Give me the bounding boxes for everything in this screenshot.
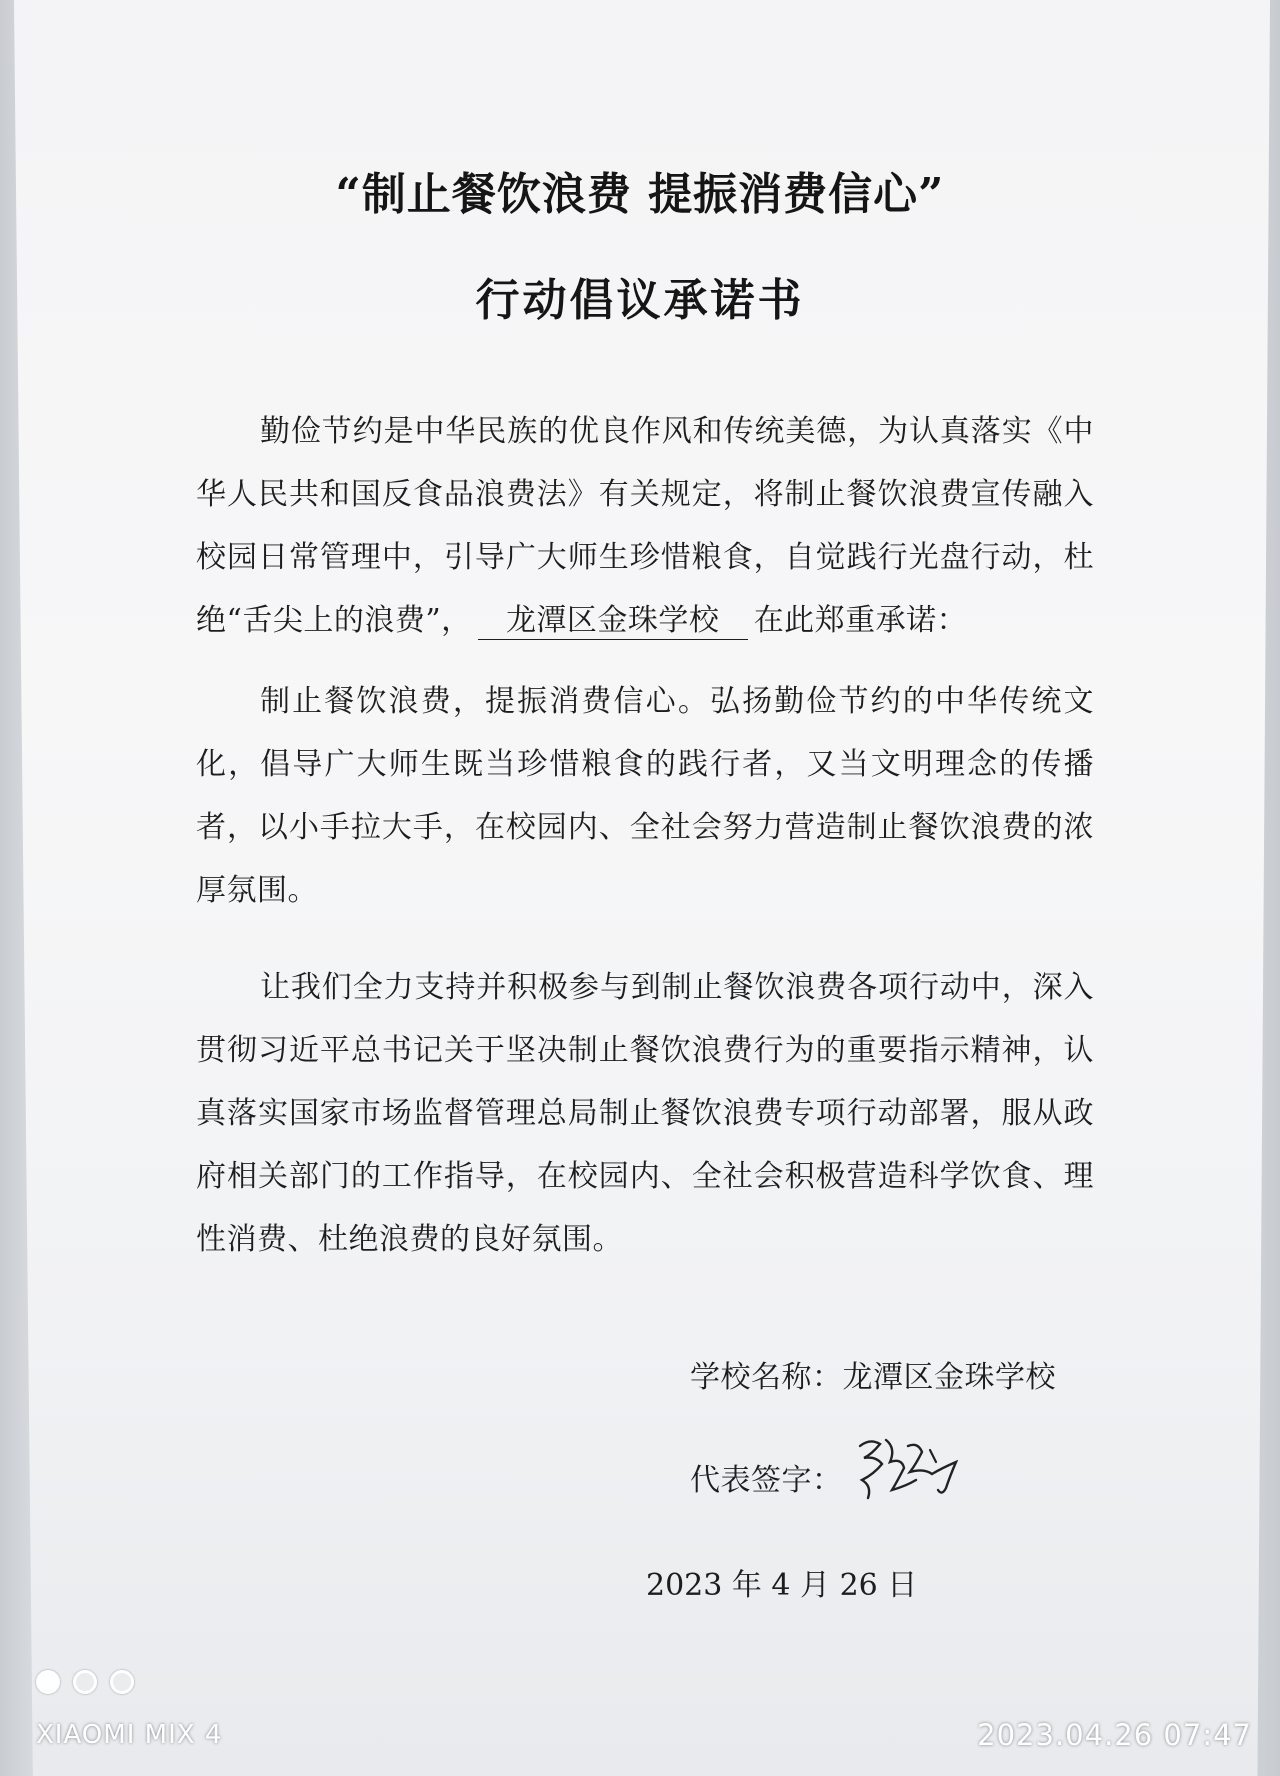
title-line-1: “制止餐饮浪费 提振消费信心” bbox=[335, 169, 945, 220]
signature-label: 代表签字： bbox=[690, 1463, 843, 1498]
camera-datetime-watermark: 2023.04.26 07:47 bbox=[977, 1718, 1252, 1752]
watermark-dot-filled-icon bbox=[36, 1670, 60, 1694]
watermark-dot-outline-icon bbox=[110, 1670, 134, 1694]
title-line-2: 行动倡议承诺书 bbox=[475, 275, 805, 326]
school-fill-in: 龙潭区金珠学校 bbox=[478, 603, 748, 640]
camera-model-watermark: XIAOMI MIX 4 bbox=[36, 1720, 223, 1750]
handwritten-signature bbox=[846, 1428, 976, 1512]
intro-ending: 在此郑重承诺： bbox=[753, 603, 968, 638]
school-name-line bbox=[690, 1352, 1056, 1396]
paragraph-pledge-2: 让我们全力支持并积极参与到制止餐饮浪费各项行动中，深入贯彻习近平总书记关于坚决制止餐饮浪费行为的重要指示精神，认真落实国家市场监督管理总局制止餐饮浪费专项行动部署，服从政府相关部门的工作指导，在校园内、全社会积极营造科学饮食、理性消费、杜绝浪费的良好氛围。 bbox=[196, 970, 1094, 1257]
paragraph-pledge-1: 制止餐饮浪费，提振消费信心。弘扬勤俭节约的中华传统文化，倡导广大师生既当珍惜粮食的践行者，又当文明理念的传播者，以小手拉大手，在校园内、全社会努力营造制止餐饮浪费的浓厚氛围。 bbox=[196, 684, 1094, 908]
school-label: 学校名称： bbox=[690, 1360, 843, 1395]
pledge-date: 2023 年 4 月 26 日 bbox=[646, 1568, 918, 1603]
camera-watermark-dots bbox=[36, 1670, 134, 1694]
paragraph-intro bbox=[196, 400, 1094, 652]
signature-line bbox=[690, 1455, 843, 1499]
school-name: 龙潭区金珠学校 bbox=[842, 1360, 1056, 1395]
intro-text: 勤俭节约是中华民族的优良作风和传统美德，为认真落实《中华人民共和国反食品浪费法》有关规定，将制止餐饮浪费宣传融入校园日常管理中，引导广大师生珍惜粮食，自觉践行光盘行动，杜绝“舌尖上的浪费”， bbox=[196, 414, 1094, 638]
watermark-dot-outline-icon bbox=[73, 1670, 97, 1694]
